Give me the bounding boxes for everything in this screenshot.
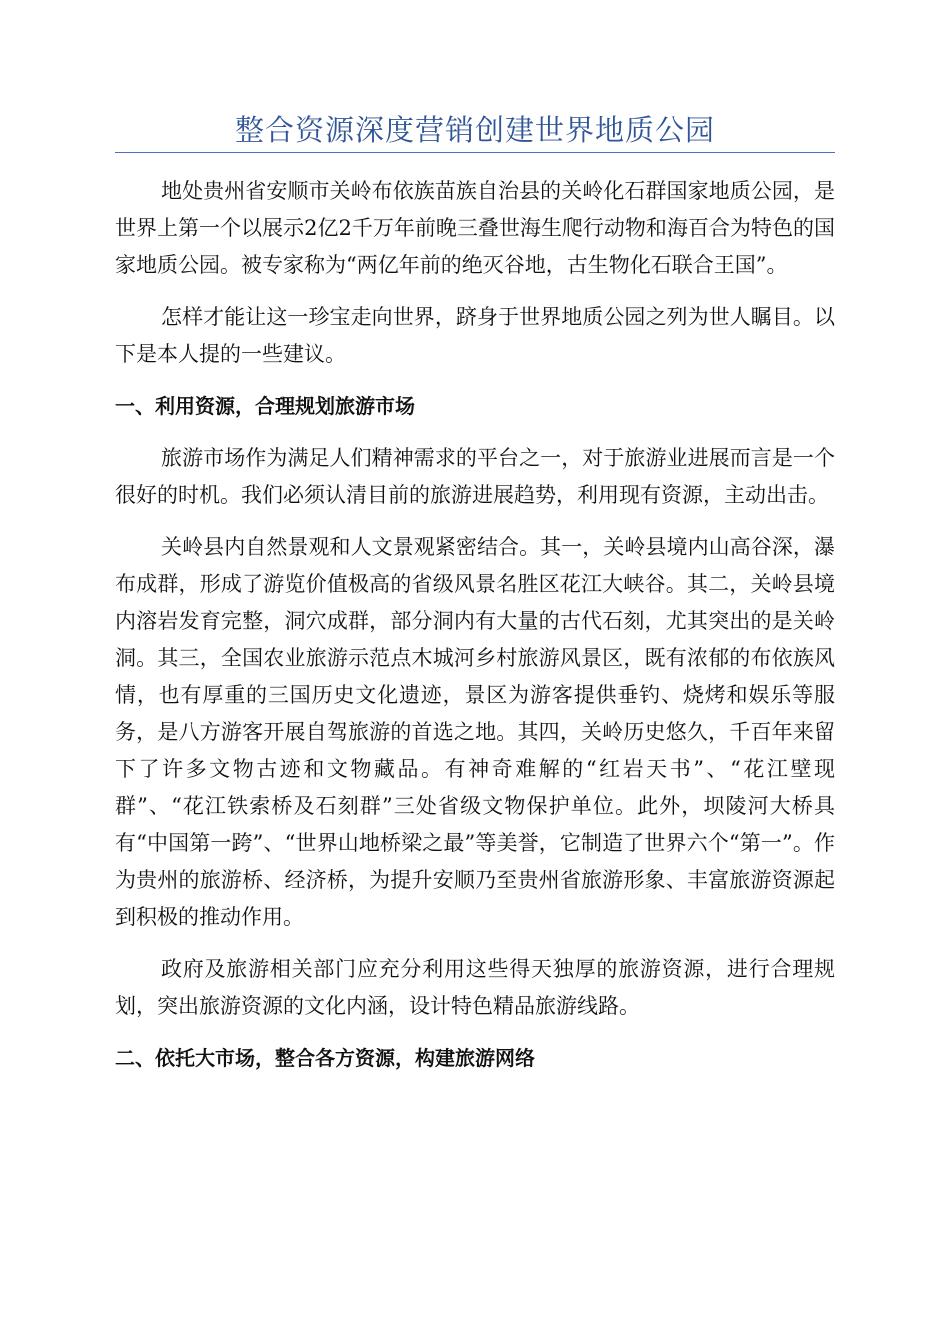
paragraph-attractions: 关岭县内自然景观和人文景观紧密结合。其一，关岭县境内山高谷深，瀑布成群，形成了游览价值极高的省级风景名胜区花江大峡谷。其二，关岭县境内溶岩发育完整，洞穴成群，部分洞内有大量的古代石刻，尤其突出的是关岭洞。其三，全国农业旅游示范点木城河乡村旅游风景区，既有浓郁的布依族风情，也有厚重的三国历史文化遗迹，景区为游客提供垂钓、烧烤和娱乐等服务，是八方游客开展自驾旅游的首选之地。其四，关岭历史悠久，千百年来留下了许多文物古迹和文物藏品。有神奇难解的“红岩天书”、“花江壁现群”、“花江铁索桥及石刻群”三处省级文物保护单位。此外，坝陵河大桥具有“中国第一跨”、“世界山地桥梁之最”等美誉，它制造了世界六个“第一”。作为贵州的旅游桥、经济桥，为提升安顺乃至贵州省旅游形象、丰富旅游资源起到积极的推动作用。 — [115, 535, 835, 929]
paragraph-intro: 地处贵州省安顺市关岭布依族苗族自治县的关岭化石群国家地质公园，是世界上第一个以展示2亿2千万年前晚三叠世海生爬行动物和海百合为特色的国家地质公园。被专家称为“两亿年前的绝灭谷地，古生物化石联合王国”。 — [115, 179, 835, 277]
paragraph-planning: 政府及旅游相关部门应充分利用这些得天独厚的旅游资源，进行合理规划，突出旅游资源的文化内涵，设计特色精品旅游线路。 — [115, 957, 835, 1018]
section-heading-2: 二、依托大市场，整合各方资源，构建旅游网络 — [115, 1046, 535, 1070]
document-page — [115, 108, 835, 1077]
title-divider — [115, 152, 835, 153]
paragraph-question: 怎样才能让这一珍宝走向世界，跻身于世界地质公园之列为世人瞩目。以下是本人提的一些建议。 — [115, 305, 835, 366]
paragraph-market: 旅游市场作为满足人们精神需求的平台之一，对于旅游业进展而言是一个很好的时机。我们必须认清目前的旅游进展趋势，利用现有资源，主动出击。 — [115, 446, 835, 507]
section-heading-1: 一、利用资源，合理规划旅游市场 — [115, 394, 415, 418]
document-title: 整合资源深度营销创建世界地质公园 — [234, 113, 715, 147]
